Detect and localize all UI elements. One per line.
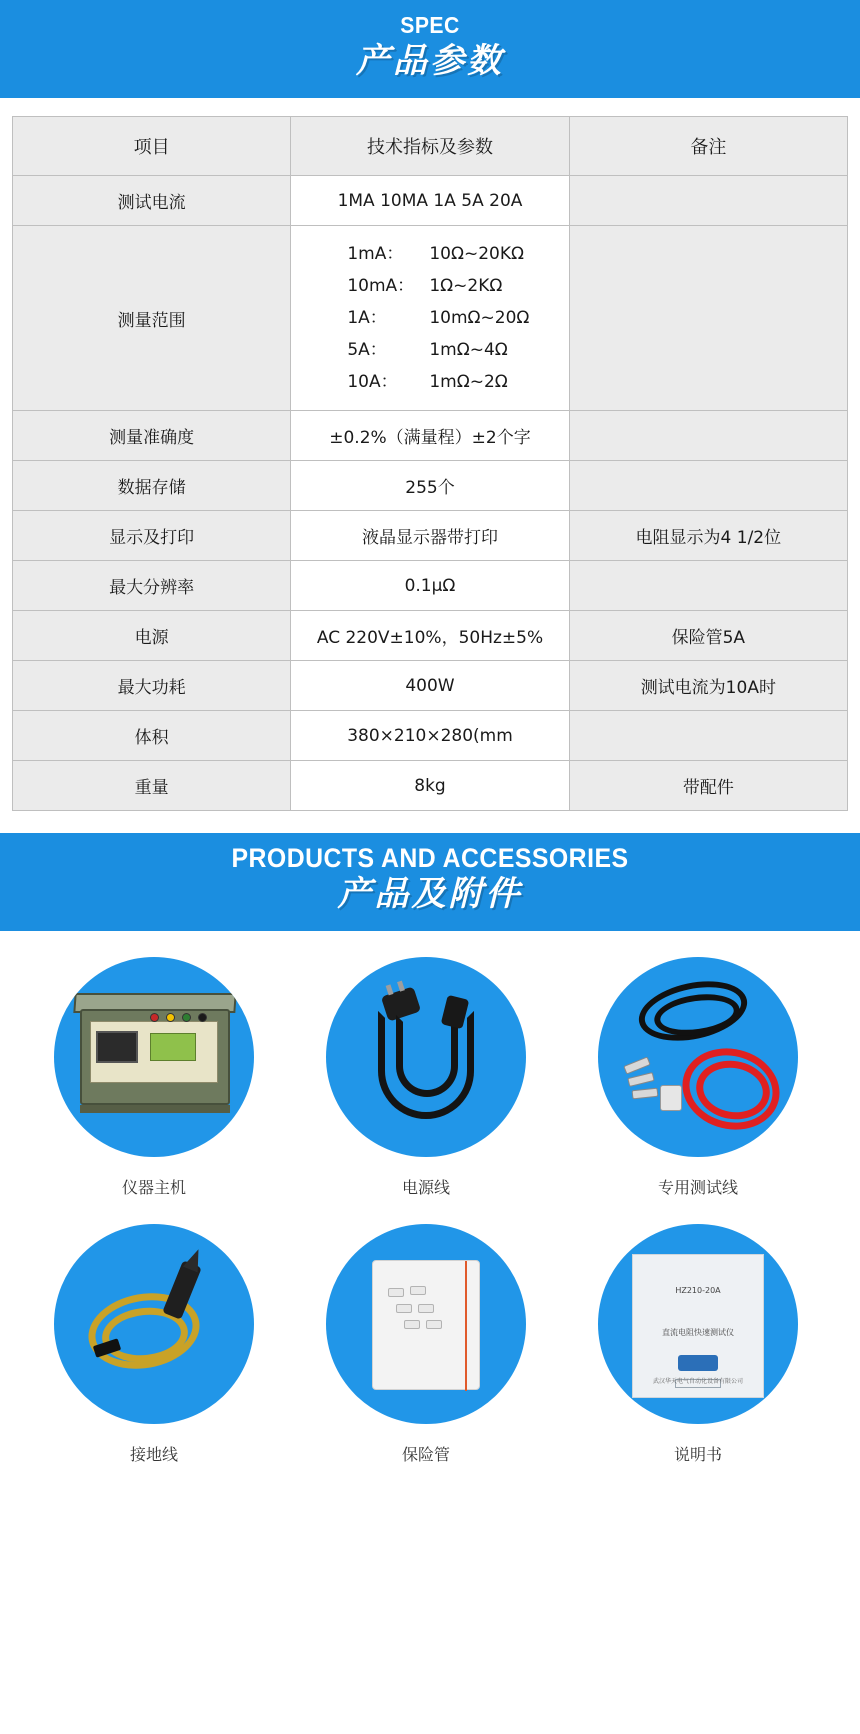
test-lead-icon — [598, 957, 798, 1157]
accessory-caption: 说明书 — [673, 1445, 722, 1464]
row-value: 1MA 10MA 1A 5A 20A — [291, 176, 569, 226]
row-value: 液晶显示器带打印 — [291, 511, 569, 561]
row-item: 显示及打印 — [13, 511, 291, 561]
device-keypad — [150, 1033, 196, 1061]
range-line — [347, 238, 562, 270]
small-clip — [627, 1072, 654, 1087]
row-note — [569, 411, 847, 461]
row-note: 保险管5A — [569, 611, 847, 661]
table-header-row — [13, 117, 848, 176]
range-key: 10A： — [347, 372, 398, 392]
th-item: 项目 — [13, 117, 291, 176]
row-note — [569, 176, 847, 226]
row-value: 8kg — [291, 761, 569, 811]
row-value: 255个 — [291, 461, 569, 511]
spec-banner — [0, 0, 860, 98]
accessory-item-manual — [562, 1224, 834, 1465]
range-key: 1mA： — [347, 244, 404, 264]
fuse-piece — [388, 1288, 404, 1297]
fuse-piece — [410, 1286, 426, 1295]
row-item: 重量 — [13, 761, 291, 811]
accessory-caption: 电源线 — [401, 1178, 450, 1197]
table-row — [13, 561, 848, 611]
row-value: 380×210×280(mm — [291, 711, 569, 761]
table-row — [13, 511, 848, 561]
manual-book-icon — [598, 1224, 798, 1424]
range-val: 10mΩ~20Ω — [429, 308, 530, 328]
device-base — [80, 1105, 230, 1113]
accessories-area — [0, 931, 860, 1521]
spec-banner-cn: 产品参数 — [356, 41, 504, 81]
accessories-banner-en: PRODUCTS AND ACCESSORIES — [231, 843, 629, 873]
table-row — [13, 176, 848, 226]
terminal-green — [182, 1013, 191, 1022]
manual-company: 武汉华天电气自动化设备有限公司 — [652, 1378, 743, 1385]
row-item: 测试电流 — [13, 176, 291, 226]
th-note: 备注 — [569, 117, 847, 176]
range-key: 5A： — [347, 340, 387, 360]
ground-wire-icon — [54, 1224, 254, 1424]
power-cord-icon — [326, 957, 526, 1157]
range-key: 1A： — [347, 308, 387, 328]
row-note: 电阻显示为4 1/2位 — [569, 511, 847, 561]
small-clip — [632, 1088, 659, 1100]
accessory-caption: 接地线 — [129, 1445, 178, 1464]
accessory-item-ground-wire — [18, 1224, 290, 1465]
range-key: 10mA： — [347, 276, 415, 296]
spec-table — [12, 116, 848, 811]
row-item: 最大功耗 — [13, 661, 291, 711]
terminal-black — [198, 1013, 207, 1022]
fuse-piece — [404, 1320, 420, 1329]
row-item: 测量范围 — [13, 226, 291, 411]
device-screen — [96, 1031, 138, 1063]
accessory-item-test-lead — [562, 957, 834, 1198]
instrument-main-unit-icon — [54, 957, 254, 1157]
row-item: 最大分辨率 — [13, 561, 291, 611]
accessories-banner — [0, 833, 860, 931]
row-item: 数据存储 — [13, 461, 291, 511]
table-row — [13, 711, 848, 761]
accessory-item-power-cord — [290, 957, 562, 1198]
range-val: 1mΩ~4Ω — [429, 340, 508, 360]
fuse-piece — [418, 1304, 434, 1313]
accessories-grid — [18, 957, 842, 1491]
accessory-caption: 仪器主机 — [121, 1178, 186, 1197]
row-note — [569, 711, 847, 761]
row-note: 带配件 — [569, 761, 847, 811]
fuse-piece — [426, 1320, 442, 1329]
row-note: 测试电流为10A时 — [569, 661, 847, 711]
accessory-item-fuse — [290, 1224, 562, 1465]
row-note — [569, 226, 847, 411]
terminal-red — [150, 1013, 159, 1022]
row-item: 体积 — [13, 711, 291, 761]
accessory-caption: 保险管 — [401, 1445, 450, 1464]
fuse-bag-icon — [326, 1224, 526, 1424]
manual-cover — [632, 1254, 764, 1398]
range-val: 10Ω~20KΩ — [429, 244, 524, 264]
row-item: 电源 — [13, 611, 291, 661]
terminal-yellow — [166, 1013, 175, 1022]
row-value: ±0.2%（满量程）±2个字 — [291, 411, 569, 461]
row-item: 测量准确度 — [13, 411, 291, 461]
accessory-caption: 专用测试线 — [657, 1178, 738, 1197]
manual-title: 直流电阻快速测试仪 — [662, 1328, 734, 1337]
row-value: 0.1μΩ — [291, 561, 569, 611]
range-line — [347, 366, 562, 398]
table-row — [13, 411, 848, 461]
spec-banner-en: SPEC — [400, 12, 460, 38]
spec-table-wrap — [0, 98, 860, 833]
row-note — [569, 461, 847, 511]
row-note — [569, 561, 847, 611]
table-row — [13, 611, 848, 661]
range-line — [347, 270, 562, 302]
fuse-piece — [396, 1304, 412, 1313]
table-row — [13, 461, 848, 511]
bag-seal — [465, 1261, 467, 1391]
row-value-measurement-range — [291, 226, 569, 411]
th-value: 技术指标及参数 — [291, 117, 569, 176]
connector-block — [660, 1085, 682, 1111]
cord-loop-inner — [396, 1015, 458, 1097]
range-line — [347, 334, 562, 366]
accessories-banner-cn: 产品及附件 — [337, 874, 523, 914]
range-val: 1mΩ~2Ω — [429, 372, 508, 392]
row-value: 400W — [291, 661, 569, 711]
brand-logo-icon — [678, 1355, 718, 1371]
alligator-clip — [162, 1260, 202, 1319]
small-clip — [623, 1056, 650, 1074]
accessory-item-main-unit — [18, 957, 290, 1198]
table-row — [13, 226, 848, 411]
manual-model: HZ210-20A — [675, 1286, 721, 1295]
table-row — [13, 661, 848, 711]
table-row — [13, 761, 848, 811]
row-value: AC 220V±10%，50Hz±5% — [291, 611, 569, 661]
range-line — [347, 302, 562, 334]
range-val: 1Ω~2KΩ — [429, 276, 503, 296]
